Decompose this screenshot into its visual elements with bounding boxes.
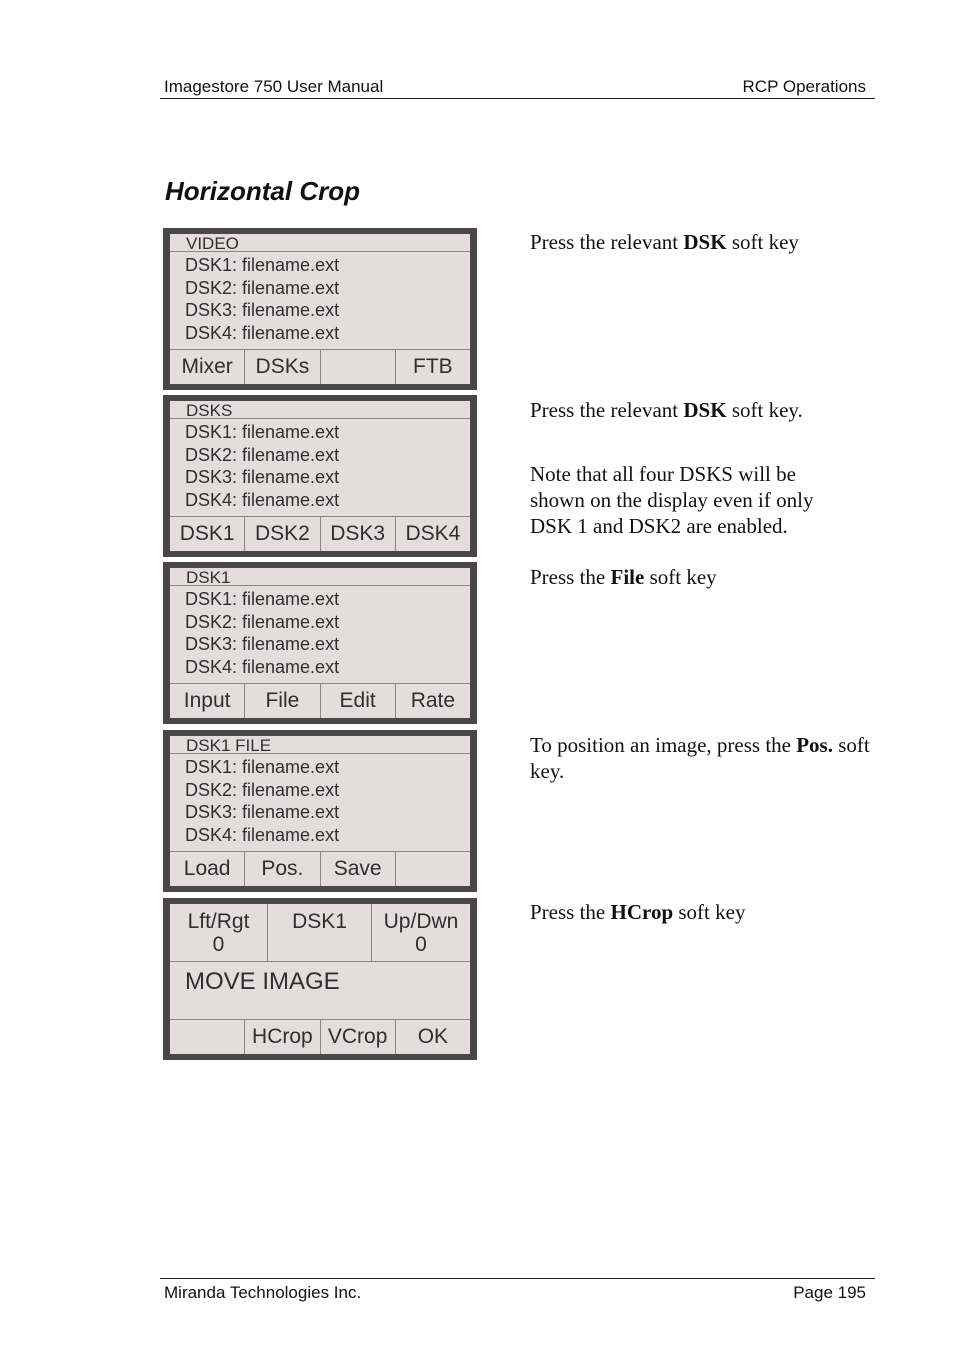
lcd-panel-move-image: [163, 898, 477, 1060]
header-divider: [160, 98, 875, 99]
instruction-2: [530, 397, 870, 423]
screen-line: DSK2: filename.ext: [185, 779, 340, 800]
lcd-screen: [170, 736, 470, 886]
move-image-heading: MOVE IMAGE: [185, 968, 340, 995]
screen-line: DSK1: filename.ext: [185, 255, 340, 275]
screen-lines: [185, 756, 339, 846]
up-down-label: Up/Dwn: [383, 910, 459, 933]
left-right-label: Lft/Rgt: [187, 910, 250, 933]
instruction-key: DSK: [683, 230, 727, 254]
softkey-dsk2: DSK2: [244, 517, 319, 551]
instruction-text: soft key: [673, 900, 746, 924]
screen-line: DSK2: filename.ext: [185, 444, 340, 465]
softkey-empty: [320, 350, 395, 384]
screen-line: DSK4: filename.ext: [185, 322, 340, 343]
screen-line: DSK4: filename.ext: [185, 824, 340, 845]
softkey-row: [170, 851, 470, 886]
softkey-row: [170, 516, 470, 551]
softkey-pos: Pos.: [244, 852, 319, 886]
dsk-readout: [267, 904, 371, 961]
softkey-input: Input: [183, 689, 231, 712]
softkey-dsks: DSKs: [244, 350, 319, 384]
instruction-text: Press the: [530, 900, 611, 924]
softkey-vcrop: VCrop: [320, 1020, 395, 1054]
softkey-dsk3: DSK3: [320, 517, 395, 551]
up-down-readout: [371, 904, 470, 961]
softkey-load: Load: [183, 857, 231, 880]
softkey-row: [170, 683, 470, 718]
softkey-save: Save: [320, 852, 395, 886]
screen-title: DSKS: [170, 401, 470, 419]
page-number: Page 195: [793, 1283, 866, 1302]
instruction-text: Press the relevant: [530, 398, 684, 422]
softkey-empty: [170, 1020, 244, 1054]
screen-line: DSK1: filename.ext: [185, 589, 340, 609]
screen-title: DSK1 FILE: [170, 736, 470, 754]
instruction-key: HCrop: [610, 900, 674, 924]
instruction-text: soft key.: [726, 398, 803, 422]
softkey-mixer: Mixer: [181, 355, 233, 378]
screen-line: DSK3: filename.ext: [185, 467, 340, 487]
lcd-panel-video: [163, 228, 477, 390]
instruction-text: soft key: [726, 230, 799, 254]
dsk-label: DSK1: [292, 910, 347, 933]
instruction-key: DSK: [683, 398, 727, 422]
screen-title: VIDEO: [170, 234, 470, 252]
lcd-panel-dsk1: [163, 562, 477, 724]
softkey-hcrop: HCrop: [244, 1020, 319, 1054]
instruction-1: [530, 229, 870, 255]
softkey-edit: Edit: [320, 684, 395, 718]
section-title: Horizontal Crop: [165, 176, 360, 206]
instruction-note: Note that all four DSKS will be shown on the display even if only DSK 1 and DSK2 are enabled.: [530, 462, 814, 538]
lcd-screen: [170, 904, 470, 1054]
company-name: Miranda Technologies Inc.: [164, 1283, 362, 1302]
left-right-value: 0: [212, 933, 225, 956]
lcd-panel-dsk1-file: [163, 730, 477, 892]
screen-lines: [185, 421, 339, 511]
footer-divider: [160, 1278, 875, 1279]
screen-title: DSK1: [170, 568, 470, 586]
lcd-panel-dsks: [163, 395, 477, 557]
screen-line: DSK4: filename.ext: [185, 656, 340, 677]
instruction-5: [530, 899, 870, 925]
chapter-title: RCP Operations: [742, 77, 866, 96]
left-right-readout: [170, 904, 267, 961]
screen-line: DSK3: filename.ext: [185, 634, 340, 654]
softkey-ok: OK: [395, 1020, 470, 1054]
instruction-text: Press the: [530, 565, 611, 589]
softkey-empty: [395, 852, 470, 886]
softkey-row: [170, 349, 470, 384]
screen-line: DSK3: filename.ext: [185, 300, 340, 320]
lcd-screen: [170, 401, 470, 551]
screen-line: DSK1: filename.ext: [185, 757, 340, 777]
screen-lines: [185, 254, 339, 344]
screen-line: DSK3: filename.ext: [185, 802, 340, 822]
screen-line: DSK4: filename.ext: [185, 489, 340, 510]
screen-line: DSK2: filename.ext: [185, 611, 340, 632]
softkey-dsk1: DSK1: [179, 522, 235, 545]
screen-line: DSK1: filename.ext: [185, 422, 340, 442]
manual-title: Imagestore 750 User Manual: [164, 77, 384, 96]
softkey-dsk4: DSK4: [395, 517, 470, 551]
lcd-screen: [170, 568, 470, 718]
instruction-text: Press the relevant: [530, 230, 684, 254]
instruction-text: To position an image, press the: [530, 733, 797, 757]
softkey-file: File: [244, 684, 319, 718]
up-down-value: 0: [415, 933, 427, 956]
softkey-rate: Rate: [395, 684, 470, 718]
instruction-text: soft key.: [530, 733, 870, 783]
instruction-text: soft key: [644, 565, 717, 589]
lcd-screen: [170, 234, 470, 384]
softkey-row: [170, 1019, 470, 1054]
screen-lines: [185, 588, 339, 678]
instruction-3: [530, 564, 870, 590]
instruction-4: [530, 732, 870, 784]
position-readout: [170, 904, 470, 962]
instruction-key: Pos.: [796, 733, 833, 757]
screen-line: DSK2: filename.ext: [185, 277, 340, 298]
instruction-key: File: [610, 565, 645, 589]
softkey-ftb: FTB: [395, 350, 470, 384]
